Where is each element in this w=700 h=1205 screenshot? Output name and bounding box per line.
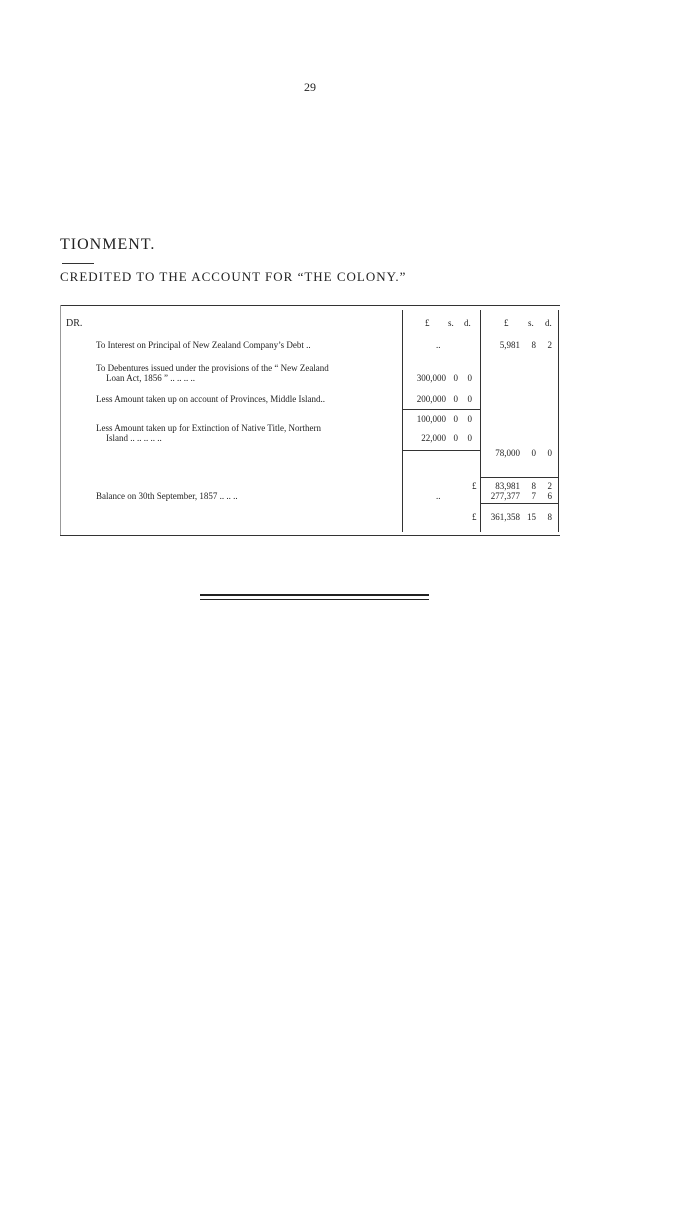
balance-pounds: 277,377 [490, 491, 520, 501]
subtotal-shillings: 8 [531, 481, 536, 491]
inner-column-left-rule [402, 310, 403, 532]
inner-subtotal-pounds: 100,000 [416, 414, 446, 424]
ledger-top-rule [60, 305, 560, 306]
outer-pence: 2 [547, 340, 552, 350]
inner-result-rule [402, 450, 480, 451]
outer-subtotal-rule [480, 477, 558, 478]
inner-s-header: s. [448, 318, 454, 328]
ledger-bottom-rule [60, 535, 560, 536]
total-currency: £ [472, 512, 477, 522]
outer-s-header: s. [528, 318, 534, 328]
entry-label: Less Amount taken up on account of Provinces, Middle Island.. [96, 394, 325, 404]
subtotal-currency: £ [472, 481, 477, 491]
total-shillings: 15 [527, 512, 536, 522]
inner-shillings: 0 [453, 433, 458, 443]
side-label-dr: DR. [66, 318, 83, 329]
inner-subtotal-pence: 0 [467, 414, 472, 424]
outer-pound-header: £ [504, 318, 509, 328]
inner-shillings: 0 [453, 394, 458, 404]
subtotal-pence: 2 [547, 481, 552, 491]
closing-double-rule-top [200, 594, 429, 596]
inner-pounds: 300,000 [416, 373, 446, 383]
entry-label: To Debentures issued under the provisions of the “ New Zealand [96, 363, 329, 373]
inner-subtotal-rule [402, 409, 480, 410]
inner-pence: 0 [467, 373, 472, 383]
section-heading: TIONMENT. [60, 236, 156, 253]
outer-column-left-rule [480, 310, 481, 532]
total-pounds: 361,358 [490, 512, 520, 522]
outer-shillings: 8 [531, 340, 536, 350]
total-pence: 8 [547, 512, 552, 522]
inner-pence: 0 [467, 394, 472, 404]
account-subheading: CREDITED TO THE ACCOUNT FOR “THE COLONY.” [60, 269, 407, 284]
entry-label-continued: Loan Act, 1856 ” .. .. .. .. [106, 373, 195, 383]
inner-d-header: d. [464, 318, 471, 328]
inner-pence: 0 [467, 433, 472, 443]
ledger-table [60, 305, 560, 536]
entry-label: To Interest on Principal of New Zealand Company’s Debt .. [96, 340, 311, 350]
page-number: 29 [304, 80, 316, 94]
inner-dots-marker: .. [436, 340, 441, 350]
ledger-right-rule [558, 310, 559, 532]
closing-double-rule-bottom [200, 599, 429, 600]
inner-pounds: 200,000 [416, 394, 446, 404]
outer-d-header: d. [545, 318, 552, 328]
balance-pence: 6 [547, 491, 552, 501]
balance-label: Balance on 30th September, 1857 .. .. .. [96, 491, 238, 501]
ledger-left-rule [60, 305, 61, 535]
heading-underline [62, 263, 94, 264]
inner-pound-header: £ [425, 318, 430, 328]
inner-pounds: 22,000 [421, 433, 446, 443]
balance-shillings: 7 [531, 491, 536, 501]
outer-shillings: 0 [531, 448, 536, 458]
outer-pounds: 5,981 [499, 340, 520, 350]
entry-label-continued: Island .. .. .. .. .. [106, 433, 162, 443]
outer-pounds: 78,000 [495, 448, 520, 458]
inner-shillings: 0 [453, 373, 458, 383]
entry-label: Less Amount taken up for Extinction of Native Title, Northern [96, 423, 321, 433]
balance-inner-marker: .. [436, 491, 441, 501]
subtotal-pounds: 83,981 [495, 481, 520, 491]
outer-total-rule [480, 503, 558, 504]
inner-subtotal-shillings: 0 [453, 414, 458, 424]
outer-pence: 0 [547, 448, 552, 458]
